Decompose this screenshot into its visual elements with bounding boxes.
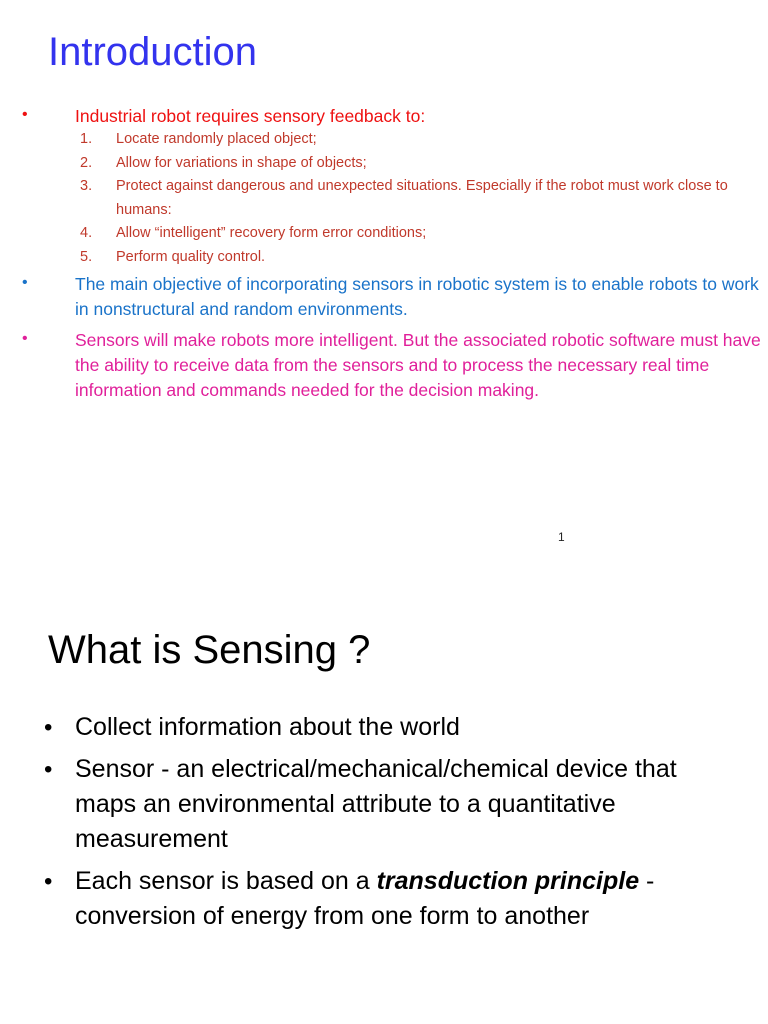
page-number: 1 [558, 530, 565, 544]
numbered-list [80, 128, 760, 269]
bullet-icon: • [44, 714, 53, 741]
bullet-text-post: - conversion of energy from one form to another [75, 867, 655, 930]
list-item: 4. Allow “intelligent” recovery form error conditions; [80, 225, 427, 241]
emphasis-transduction-principle: transduction principle [376, 867, 640, 895]
bullet-icon: • [44, 868, 53, 895]
bullet-text: Collect information about the world [75, 713, 460, 741]
bullet-text [75, 864, 735, 934]
bullet-icon: • [22, 106, 28, 123]
slide-title: Introduction [48, 30, 258, 74]
bullet-text: Industrial robot requires sensory feedback to: [75, 106, 426, 126]
list-item: 2. Allow for variations in shape of objects; [80, 154, 367, 171]
bullet-icon: • [22, 330, 28, 347]
slide-what-is-sensing [0, 590, 768, 1024]
list-item: 3. Protect against dangerous and unexpected situations. Especially if the robot must work close to humans: [80, 178, 728, 218]
bullet-icon: • [22, 274, 28, 291]
bullet-text: The main objective of incorporating sensors in robotic system is to enable robots to work in nonstructural and random environments. [75, 274, 759, 319]
bullet-text: Sensors will make robots more intelligent. But the associated robotic software must have the ability to receive data from the sensors and to process the necessary real time information and commands needed for the decision making. [75, 330, 761, 400]
bullet-text: Sensor - an electrical/mechanical/chemical device that maps an environmental attribute to a quantitative measurement [75, 755, 677, 853]
bullet-text-pre: Each sensor is based on a [75, 867, 377, 895]
list-item: 1. Locate randomly placed object; [80, 131, 317, 147]
list-item: 5. Perform quality control. [80, 248, 266, 265]
slide-title: What is Sensing ? [48, 628, 371, 672]
bullet-icon: • [44, 756, 53, 783]
